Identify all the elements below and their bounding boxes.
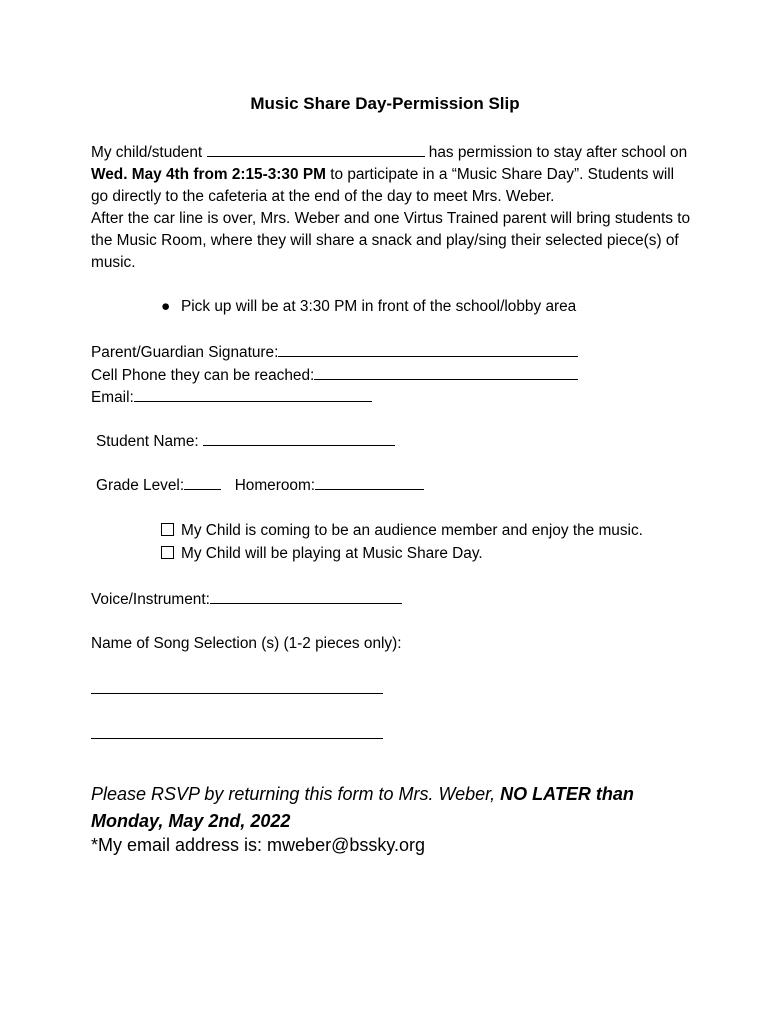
rsvp-text: Please RSVP by returning this form to Mrs. Weber, — [91, 784, 496, 804]
intro-paragraph-2: After the car line is over, Mrs. Weber and one Virtus Trained parent will bring students to the Music Room, where they will share a snack and play/sing their selected piece(s) of music. — [91, 210, 691, 271]
intro-paragraph-1 — [91, 141, 691, 208]
voice-instrument-field — [91, 588, 402, 611]
homeroom-blank[interactable] — [315, 474, 424, 490]
student-name-field — [96, 430, 395, 453]
cell-phone-blank[interactable] — [314, 364, 578, 380]
email-field — [91, 386, 372, 409]
email-label: Email: — [91, 389, 134, 406]
student-name-field-blank[interactable] — [203, 430, 395, 446]
playing-label: My Child will be playing at Music Share Day. — [181, 545, 483, 562]
intro-text-a: My child/student — [91, 144, 203, 161]
audience-label: My Child is coming to be an audience member and enjoy the music. — [181, 522, 643, 539]
intro-text — [91, 141, 691, 274]
signature-blank[interactable] — [278, 341, 578, 357]
grade-label: Grade Level: — [96, 477, 185, 494]
signature-field — [91, 341, 578, 364]
rsvp-notice — [91, 781, 691, 835]
email-blank[interactable] — [134, 386, 372, 402]
intro-text-c: to participate in a “Music Share Day”. Students will go directly to the cafeteria at the end of the day to meet Mrs. Weber. — [91, 166, 675, 205]
homeroom-label: Homeroom: — [234, 477, 316, 494]
rsvp-deadline: NO LATER than Monday, May 2nd, 2022 — [91, 784, 634, 831]
option-audience[interactable] — [161, 520, 643, 542]
cell-phone-label: Cell Phone they can be reached: — [91, 367, 315, 384]
option-playing[interactable] — [161, 543, 483, 565]
pickup-bullet — [161, 296, 576, 318]
student-name-label: Student Name: — [96, 433, 199, 450]
song-blank-2[interactable] — [91, 738, 383, 739]
song-selection-label: Name of Song Selection (s) (1-2 pieces only): — [91, 635, 402, 652]
event-date-time: Wed. May 4th from 2:15-3:30 PM — [91, 166, 326, 183]
playing-checkbox-icon[interactable] — [161, 546, 174, 559]
page-title: Music Share Day-Permission Slip — [250, 94, 520, 113]
intro-text-b: has permission to stay after school on — [428, 144, 688, 161]
grade-homeroom-field — [96, 474, 424, 497]
bullet-icon: ● — [161, 298, 171, 315]
signature-label: Parent/Guardian Signature: — [91, 344, 279, 361]
voice-blank[interactable] — [210, 588, 402, 604]
pickup-text: Pick up will be at 3:30 PM in front of the school/lobby area — [181, 298, 577, 315]
audience-checkbox-icon[interactable] — [161, 523, 174, 536]
student-name-blank[interactable] — [207, 141, 425, 157]
voice-label: Voice/Instrument: — [91, 591, 210, 608]
contact-email: *My email address is: mweber@bssky.org — [91, 835, 426, 855]
song-blank-1[interactable] — [91, 693, 383, 694]
grade-blank[interactable] — [184, 474, 221, 490]
cell-phone-field — [91, 364, 578, 387]
